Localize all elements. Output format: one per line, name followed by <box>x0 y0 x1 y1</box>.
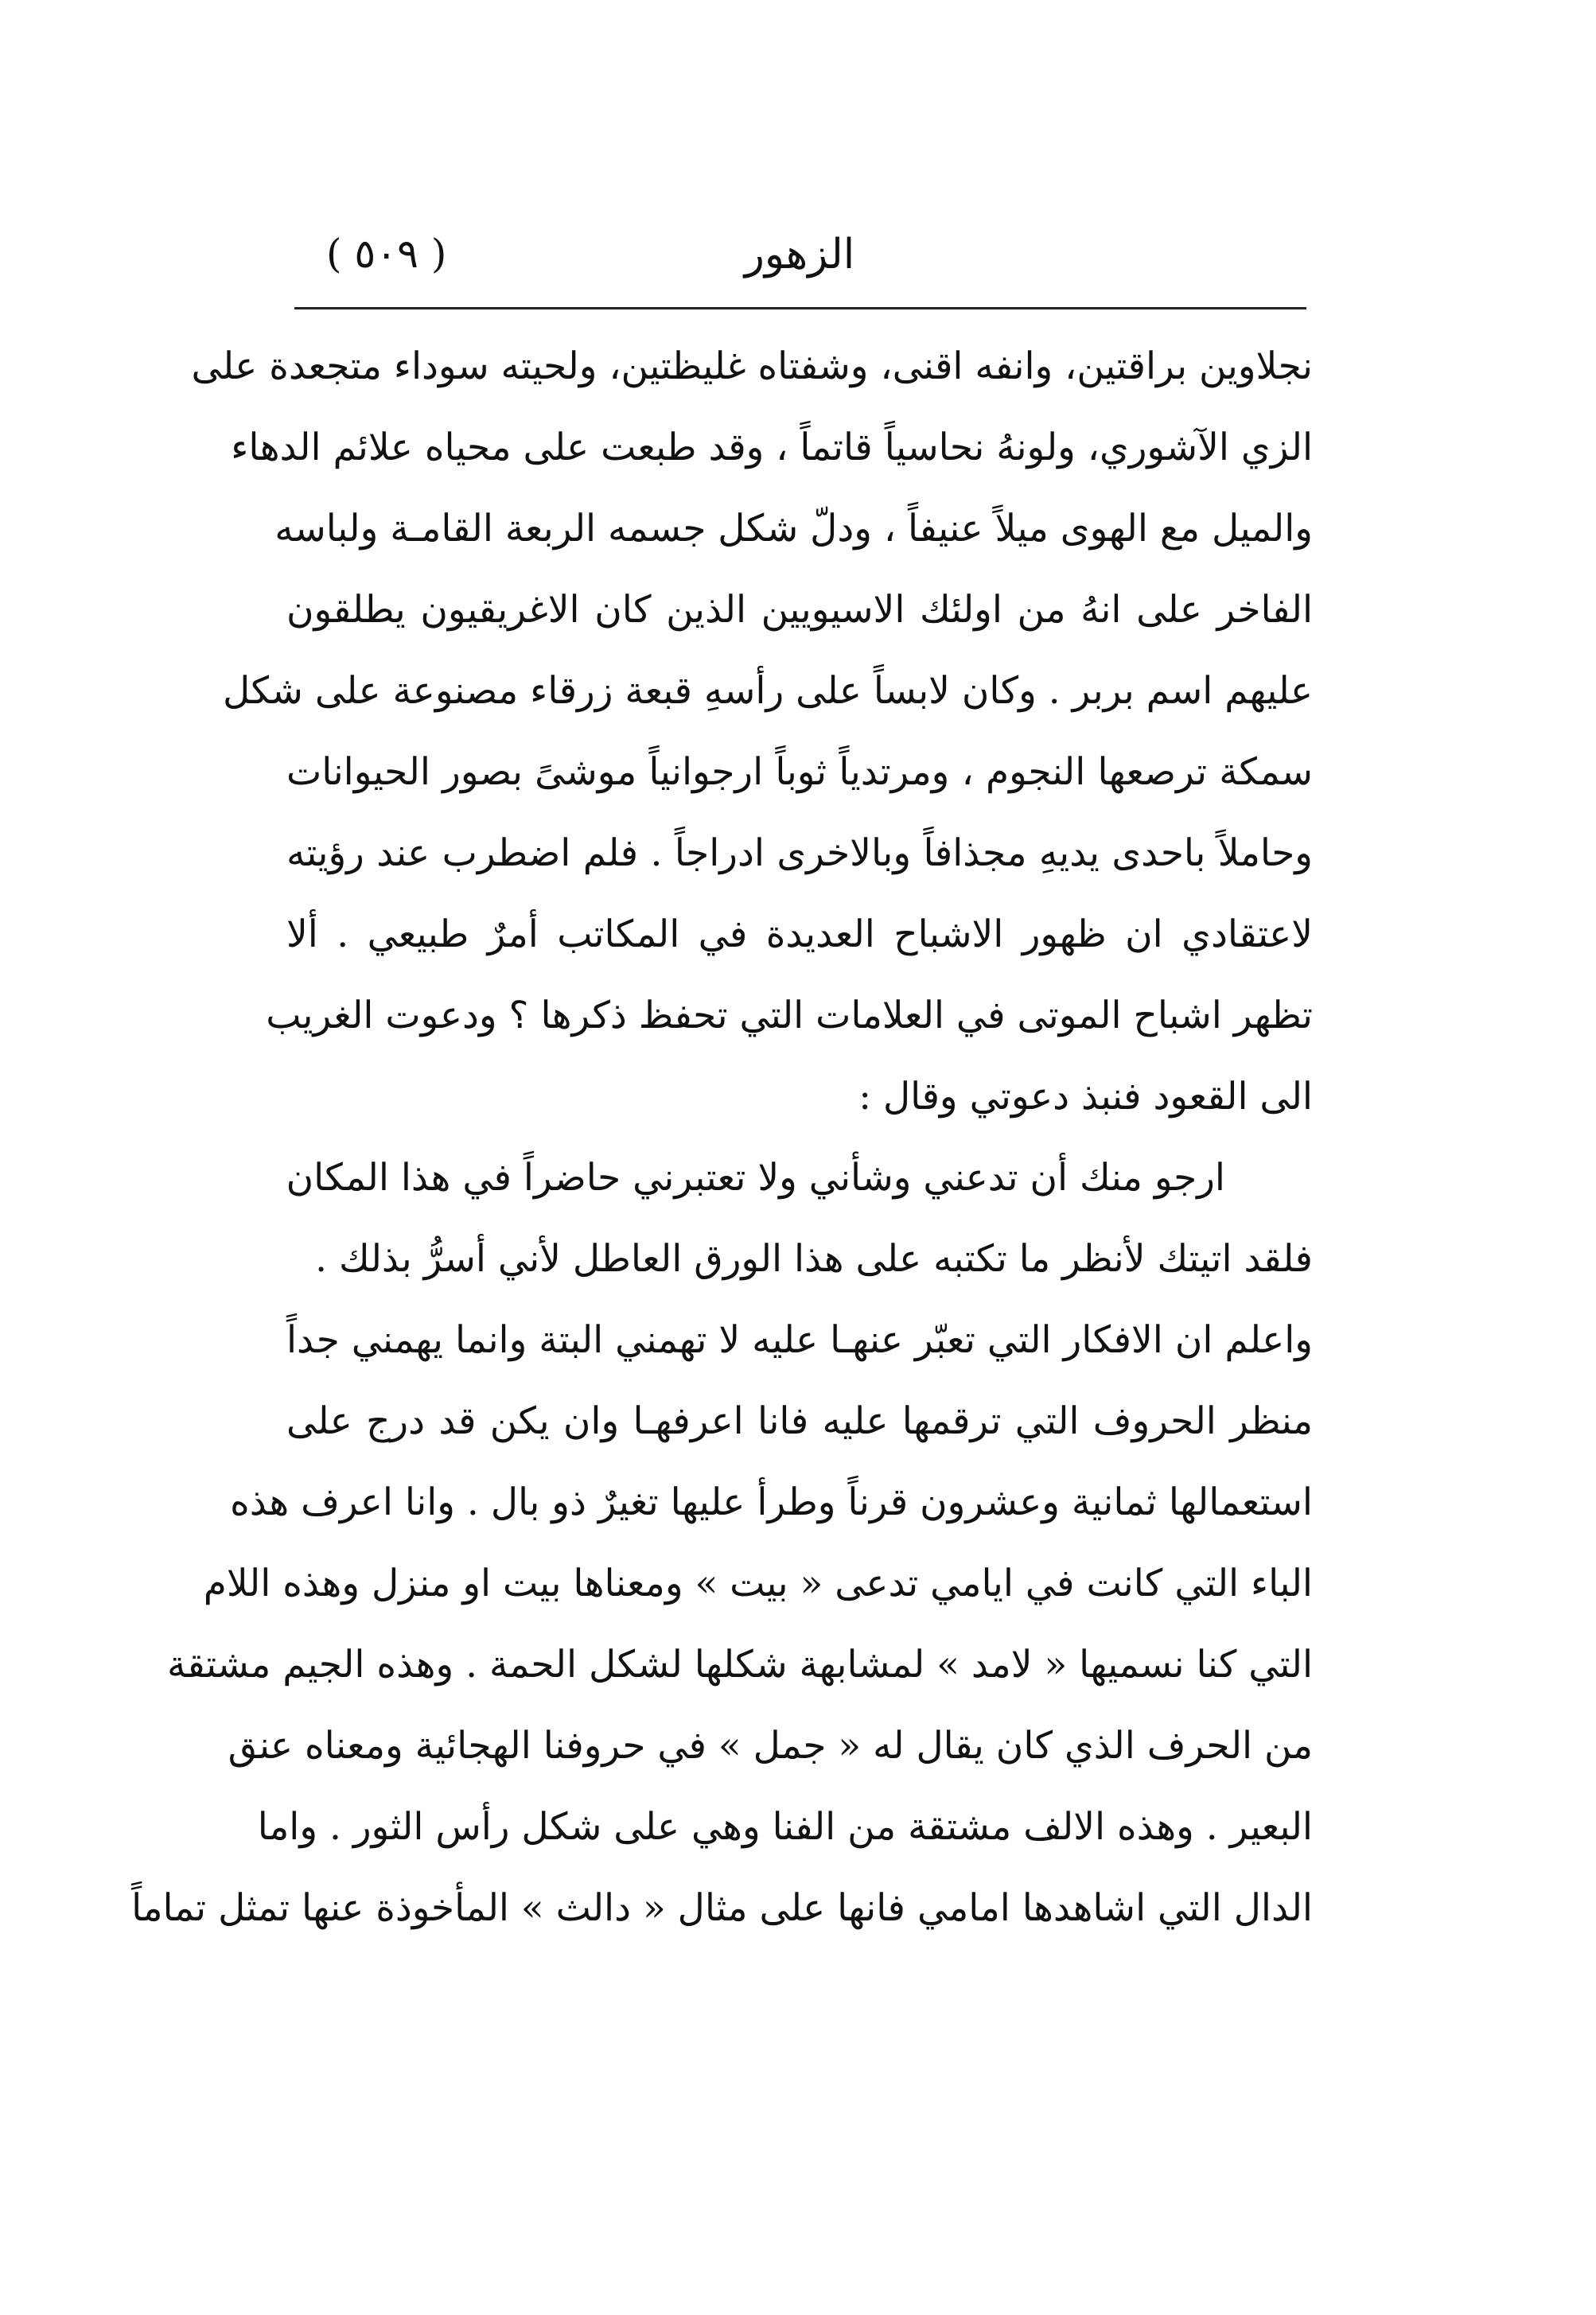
header-rule <box>294 307 1306 309</box>
text-line: الدال التي اشاهدها امامي فانها على مثال « دالث » المأخوذة عنها تمثل تماماً <box>131 1886 1313 1930</box>
text-line: منظر الحروف التي ترقمها عليه فانا اعرفهـا وان يكن قد درج على <box>286 1399 1313 1443</box>
text-line: عليهم اسم بربر . وكان لابساً على رأسهِ قبعة زرقاء مصنوعة على شكل <box>223 669 1313 713</box>
text-line: البعير . وهذه الالف مشتقة من الفنا وهي على شكل رأس الثور . واما <box>257 1805 1313 1849</box>
paragraph <box>191 326 1313 1138</box>
text-line: استعمالها ثمانية وعشرون قرناً وطرأ عليها تغيرٌ ذو بال . وانا اعرف هذه <box>230 1480 1313 1524</box>
page-header <box>294 231 1305 302</box>
text-line: الى القعود فنبذ دعوتي وقال : <box>858 1075 1313 1119</box>
text-line: الباء التي كانت في ايامي تدعى « بيت » ومعناها بيت او منزل وهذه اللام <box>203 1562 1313 1605</box>
text-line: فلقد اتيتك لأنظر ما تكتبه على هذا الورق العاطل لأني أسرُّ بذلك . <box>315 1237 1313 1281</box>
paragraph <box>131 1300 1313 1949</box>
text-line: الفاخر على انهُ من اولئك الاسيويين الذين كان الاغريقيون يطلقون <box>286 588 1313 632</box>
running-title: الزهور <box>744 231 855 278</box>
text-line: من الحرف الذي كان يقال له « جمل » في حروفنا الهجائية ومعناه عنق <box>228 1724 1313 1768</box>
text-line: التي كنا نسميها « لامد » لمشابهة شكلها لشكل الحمة . وهذه الجيم مشتقة <box>167 1643 1313 1687</box>
text-line: لاعتقادي ان ظهور الاشباح العديدة في المكاتب أمرٌ طبيعي . ألا <box>286 912 1313 956</box>
body-text <box>131 326 1313 1949</box>
text-line: والميل مع الهوى ميلاً عنيفاً ، ودلّ شكل جسمه الربعة القامـة ولباسه <box>274 507 1313 551</box>
text-line: الزي الآشوري، ولونهُ نحاسياً قاتماً ، وقد طبعت على محياه علائم الدهاء <box>231 426 1313 469</box>
text-line: وحاملاً باحدى يديهِ مجذافاً وبالاخرى ادراجاً . فلم اضطرب عند رؤيته <box>286 831 1313 875</box>
paragraph <box>286 1138 1313 1300</box>
text-line: نجلاوين براقتين، وانفه اقنى، وشفتاه غليظتين، ولحيته سوداء متجعدة على <box>191 344 1313 388</box>
text-line: سمكة ترصعها النجوم ، ومرتدياً ثوباً ارجوانياً موشىً بصور الحيوانات <box>286 750 1313 794</box>
text-line: ارجو منك أن تدعني وشأني ولا تعتبرني حاضراً في هذا المكان <box>286 1156 1225 1200</box>
page-number: ( ٥٠٩ ) <box>326 231 447 277</box>
text-line: تظهر اشباح الموتى في العلامات التي تحفظ ذكرها ؟ ودعوت الغريب <box>266 994 1313 1037</box>
text-line: واعلم ان الافكار التي تعبّر عنهـا عليه لا تهمني البتة وانما يهمني جداً <box>286 1318 1313 1362</box>
